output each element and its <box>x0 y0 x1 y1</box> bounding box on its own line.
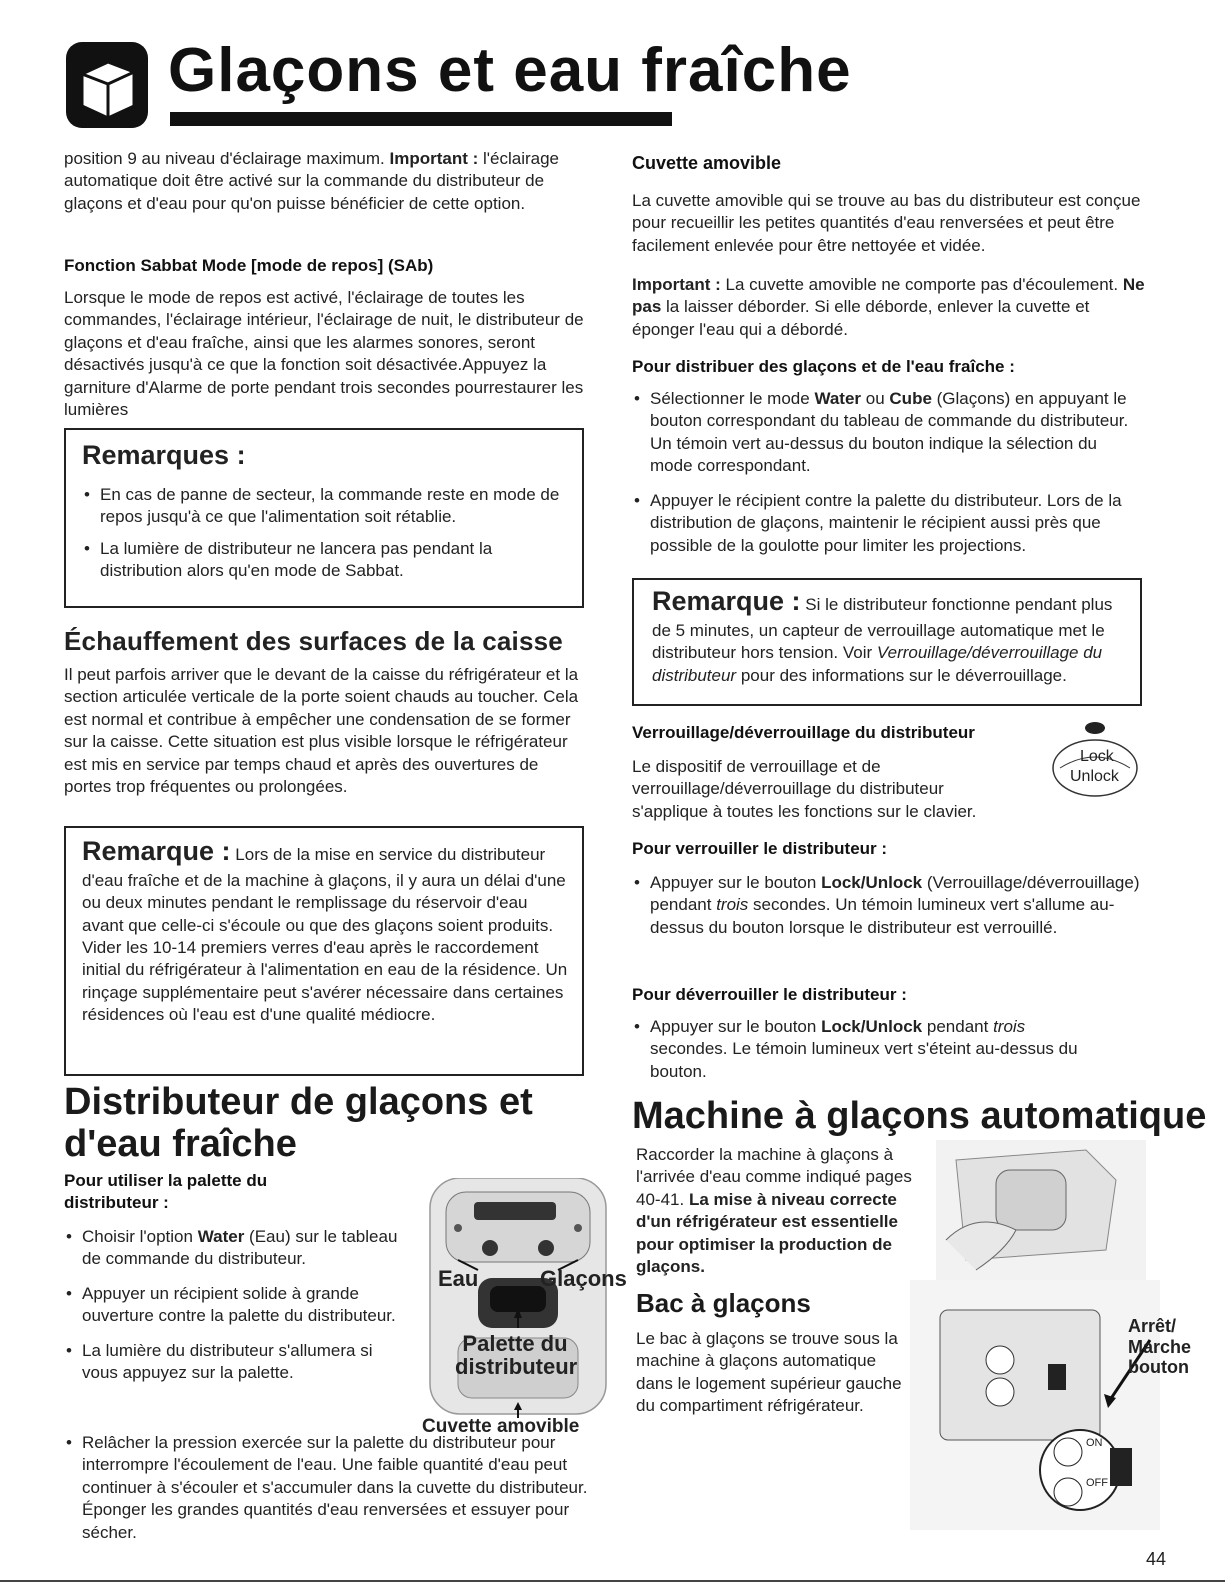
verrouiller-heading: Pour verrouiller le distributeur : <box>632 839 888 858</box>
dispenser-figure <box>418 1178 618 1418</box>
cuvette-paragraph: La cuvette amovible qui se trouve au bas du distributeur est conçue pour recueillir les petites quantités d'eau renversées et peut être facilement enlevée pour être nettoyée et vidée. <box>632 191 1141 255</box>
important-label: Important : <box>632 275 721 294</box>
distribuer-heading: Pour distribuer des glaçons et de l'eau fraîche : <box>632 357 1015 376</box>
remarque-right-italic: Verrouillage/déverrouillage du distributeur <box>652 643 1103 685</box>
item-text-rest: (Glaçons) en appuyant le bouton correspondant du tableau de commande du distributeur. Un témoin vert au-dessus du bouton indique la sélection du mode correspondant. <box>650 389 1129 476</box>
sabbat-paragraph: Lorsque le mode de repos est activé, l'éclairage de toutes les commandes, l'éclairage intérieur, l'éclairage de nuit, le distributeur de glaçons et d'eau fraîche, ainsi que les alarmes sonores, seront désactivés jusqu'à ce que la fonction soit désactivée.Appuyez la garniture d'Alarme de porte pendant trois secondes pourrestaurer les lumières <box>64 288 584 420</box>
heating-heading: Échauffement des surfaces de la caisse <box>64 626 563 656</box>
item-italic: trois <box>993 1017 1026 1036</box>
list-item: • Appuyer le récipient contre la palette du distributeur. Lors de la distribution de glaçons, maintenir le récipient aussi près que possible de la goulotte pour limiter les projections. <box>632 490 1142 557</box>
intro-paragraph <box>64 148 584 215</box>
intro-important: Important : <box>389 149 479 168</box>
bac-heading: Bac à glaçons <box>636 1288 811 1318</box>
remarque-text: Lors de la mise en service du distributeur d'eau fraîche et de la machine à glaçons, il y aura un délai d'une ou deux minutes pendant le remplissage du réservoir d'eau avant que celle-ci s'écoule ou que des glaçons soient produits. Vider les 10-14 premiers verres d'eau après le raccordement initial du réfrigérateur à l'alimentation en eau de la résidence. Un rinçage supplémentaire peut s'avérer nécessaire dans certaines résidences où l'eau est d'une qualité médiocre. <box>82 845 568 1025</box>
step-bold: Water <box>197 1227 245 1246</box>
step-text-rest: (Eau) sur le tableau de commande du distributeur. <box>82 1227 398 1269</box>
page-title: Glaçons et eau fraîche <box>168 36 852 105</box>
bottom-rule <box>0 1580 1225 1582</box>
remarque-right-box <box>632 578 1142 706</box>
cuvette-heading: Cuvette amovible <box>632 153 782 173</box>
item-text-mid: ou <box>861 389 890 408</box>
ice-bin-figure <box>910 1280 1160 1530</box>
remarque-right-text-rest: pour des informations sur le déverrouillage. <box>736 665 1067 685</box>
palette-steps <box>64 1226 409 1394</box>
page-number: 44 <box>1146 1549 1167 1569</box>
list-item: • La lumière du distributeur s'allumera si vous appuyez sur la palette. <box>64 1340 409 1385</box>
lock-icon-label-lock: Lock <box>1080 748 1114 765</box>
list-item <box>632 1016 1102 1083</box>
machine-heading: Machine à glaçons automatique <box>632 1095 1207 1137</box>
sabbat-heading: Fonction Sabbat Mode [mode de repos] (SAb) <box>64 256 434 275</box>
list-item <box>64 1226 409 1271</box>
remarque-paragraph <box>82 834 568 1027</box>
item-text: Sélectionner le mode <box>650 389 815 408</box>
verrouiller-list <box>632 872 1147 948</box>
item-text: Appuyer sur le bouton <box>650 873 822 892</box>
list-item <box>632 388 1142 478</box>
header-ice-cube-icon <box>64 40 150 130</box>
list-item: • La lumière de distributeur ne lancera pas pendant la distribution alors qu'en mode de Sabbat. <box>82 538 568 583</box>
list-item: • Relâcher la pression exercée sur la palette du distributeur pour interrompre l'écoulement de l'eau. Une faible quantité d'eau peut continuer à s'écouler et s'accumuler dans la cuvette du distributeur. Éponger les grandes quantités d'eau renversées et essuyer pour sécher. <box>64 1432 604 1544</box>
title-underline <box>170 112 672 126</box>
fig-label-off: OFF <box>1086 1477 1108 1489</box>
remarques-list <box>82 484 568 583</box>
machine-paragraph <box>636 1144 926 1279</box>
lock-icon-label-unlock: Unlock <box>1070 768 1119 785</box>
step-text: Choisir l'option <box>82 1227 198 1246</box>
item-text: Appuyer sur le bouton <box>650 1017 822 1036</box>
remarque-title: Remarque : <box>82 836 231 866</box>
remarque-right-text: Si le distributeur fonctionne pendant plus de 5 minutes, un capteur de verrouillage automatique met le distributeur hors tension. Voir <box>652 595 1113 663</box>
fig-label-palette: Palette du distributeur <box>455 1331 578 1380</box>
item-bold: Lock/Unlock <box>821 1017 923 1036</box>
deverrouiller-list <box>632 1016 1102 1092</box>
deverrouiller-heading: Pour déverrouiller le distributeur : <box>632 985 907 1004</box>
remarque-box <box>64 826 584 1076</box>
palette-heading: Pour utiliser la palette du distributeur : <box>64 1171 268 1213</box>
ice-maker-figure <box>936 1140 1146 1280</box>
list-item <box>632 872 1147 939</box>
intro-text: position 9 au niveau d'éclairage maximum. <box>64 149 390 168</box>
fig-label-on: ON <box>1086 1437 1103 1449</box>
list-item: • En cas de panne de secteur, la commande reste en mode de repos jusqu'à ce que l'alimentation soit rétablie. <box>82 484 568 529</box>
fig-label-glacons: Glaçons <box>540 1266 627 1291</box>
item-text-mid: (Verrouillage/déverrouillage) pendant <box>650 873 1140 915</box>
remarques-box <box>64 428 584 608</box>
remarque-right-paragraph <box>652 584 1126 687</box>
important-paragraph <box>632 274 1152 341</box>
fig-label-arret-marche: Arrêt/ Marche bouton <box>1128 1316 1192 1378</box>
palette-step-last <box>64 1432 604 1553</box>
item-bold-cube: Cube <box>889 389 932 408</box>
important-text: La cuvette amovible ne comporte pas d'écoulement. <box>720 275 1123 294</box>
distribuer-list <box>632 388 1142 566</box>
remarque-right-title: Remarque : <box>652 586 801 616</box>
bac-paragraph: Le bac à glaçons se trouve sous la machine à glaçons automatique dans le logement supérieur gauche du compartiment réfrigérateur. <box>636 1329 902 1416</box>
fig-label-eau: Eau <box>438 1266 479 1291</box>
fig-label-cuvette: Cuvette amovible <box>422 1416 580 1437</box>
machine-text-bold: La mise à niveau correcte d'un réfrigérateur est essentielle pour optimiser la production de glaçons. <box>636 1189 898 1277</box>
remarques-title: Remarques : <box>82 440 246 470</box>
item-italic: trois <box>716 895 749 915</box>
item-bold: Lock/Unlock <box>821 873 923 892</box>
intro-text-rest: l'éclairage automatique doit être activé sur la commande du distributeur de glaçons et d'eau pour qu'on puisse bénéficier de cette option. <box>64 149 559 213</box>
item-text-mid: pendant <box>922 1017 994 1036</box>
lock-paragraph: Le dispositif de verrouillage et de verrouillage/déverrouillage du distributeur s'applique à toutes les fonctions sur le clavier. <box>632 757 977 821</box>
important-text-rest: la laisser déborder. Si elle déborde, enlever la cuvette et éponger l'eau qui a débordé. <box>632 297 1090 339</box>
important-bold: Ne pas <box>632 275 1145 317</box>
dispenser-heading: Distributeur de glaçons et d'eau fraîche <box>64 1081 533 1165</box>
item-text-rest: secondes. Le témoin lumineux vert s'éteint au-dessus du bouton. <box>650 1039 1078 1081</box>
machine-text: Raccorder la machine à glaçons à l'arrivée d'eau comme indiqué pages 40-41. <box>636 1145 912 1209</box>
heating-paragraph: Il peut parfois arriver que le devant de la caisse du réfrigérateur et la section articulée verticale de la porte soient chauds au toucher. Cela est normal et contribue à empêcher une condensation de se former sur la caisse. Cette situation est plus visible lorsque le réfrigérateur est mis en service par temps chaud et après des ouvertures de portes trop fréquentes ou prolongées. <box>64 665 579 797</box>
lock-heading: Verrouillage/déverrouillage du distributeur <box>632 723 975 742</box>
item-bold-water: Water <box>814 389 862 408</box>
item-text-rest: secondes. Un témoin lumineux vert s'allume au-dessus du bouton lorsque le distributeur est verrouillé. <box>650 895 1115 937</box>
list-item: • Appuyer un récipient solide à grande ouverture contre la palette du distributeur. <box>64 1283 409 1328</box>
